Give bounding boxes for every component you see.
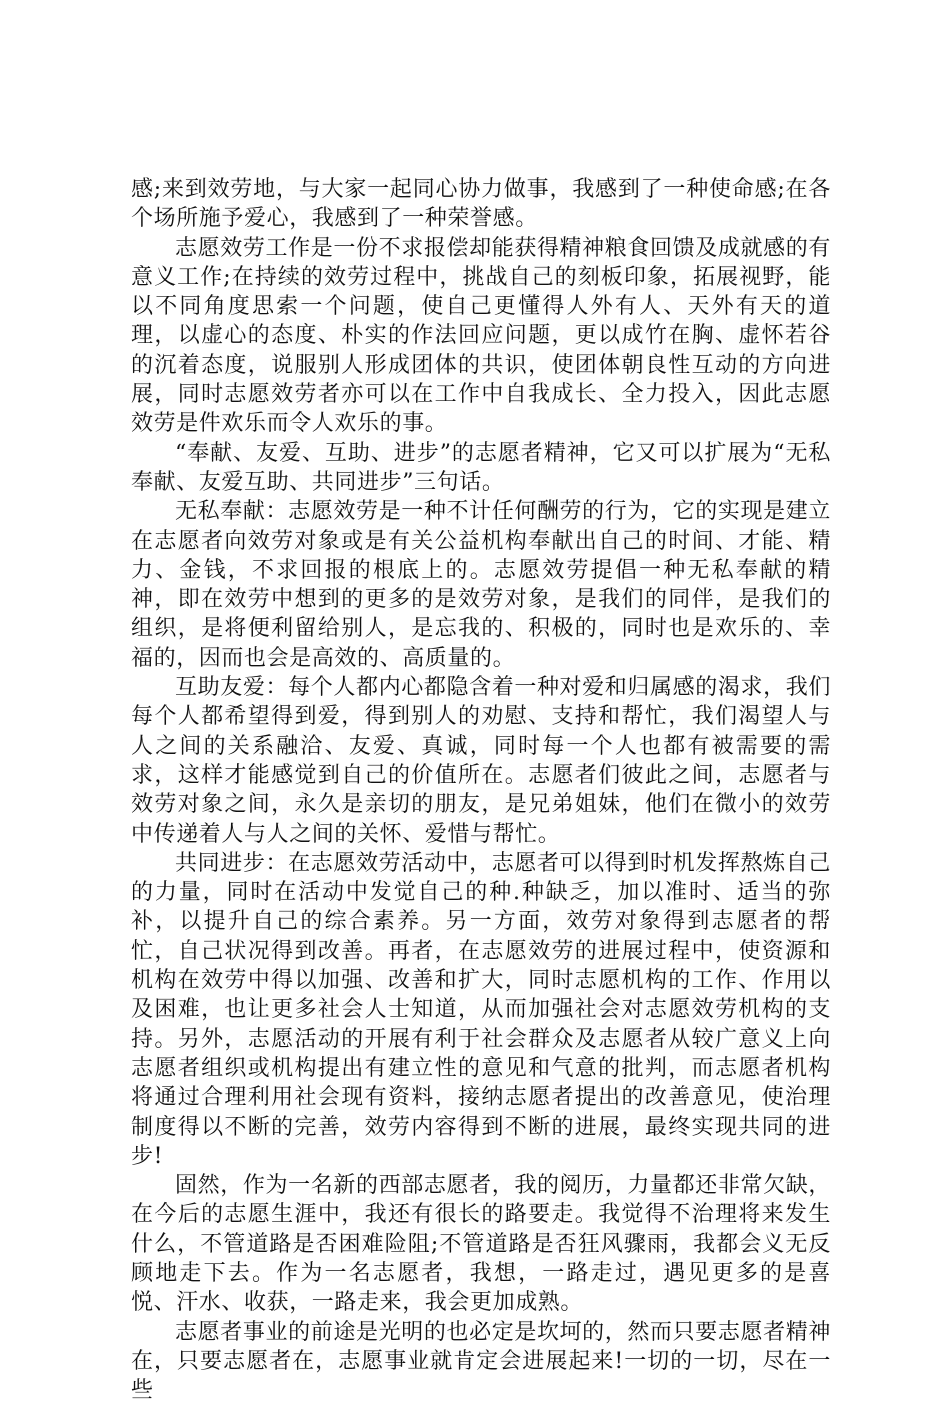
paragraph-1: 感;来到效劳地，与大家一起同心协力做事，我感到了一种使命感;在各个场所施予爱心，我感到了一种荣誉感。 <box>131 177 831 232</box>
paragraph-4: 无私奉献：志愿效劳是一种不计任何酬劳的行为，它的实现是建立在志愿者向效劳对象或是有关公益机构奉献出自己的时间、才能、精力、金钱，不求回报的根底上的。志愿效劳提倡一种无私奉献的精神，即在效劳中想到的更多的是效劳对象，是我们的同伴，是我们的组织，是将便利留给别人，是忘我的、积极的，同时也是欢乐的、幸福的，因而也会是高效的、高质量的。 <box>131 499 831 671</box>
document-body <box>131 175 831 1405</box>
paragraph-5: 互助友爱：每个人都内心都隐含着一种对爱和归属感的渴求，我们每个人都希望得到爱，得到别人的劝慰、支持和帮忙，我们渴望人与人之间的关系融洽、友爱、真诚，同时每一个人也都有被需要的需求，这样才能感觉到自己的价值所在。志愿者们彼此之间，志愿者与效劳对象之间，永久是亲切的朋友，是兄弟姐妹，他们在微小的效劳中传递着人与人之间的关怀、爱惜与帮忙。 <box>131 675 831 847</box>
paragraph-7: 固然，作为一名新的西部志愿者，我的阅历，力量都还非常欠缺，在今后的志愿生涯中，我还有很长的路要走。我觉得不治理将来发生什么，不管道路是否困难险阻;不管道路是否狂风骤雨，我都会义无反顾地走下去。作为一名志愿者，我想，一路走过，遇见更多的是喜悦、汗水、收获，一路走来，我会更加成熟。 <box>131 1173 831 1316</box>
paragraph-3: “奉献、友爱、互助、进步”的志愿者精神，它又可以扩展为“无私奉献、友爱互助、共同进步”三句话。 <box>131 440 831 495</box>
paragraph-6: 共同进步：在志愿效劳活动中，志愿者可以得到时机发挥熬炼自己的力量，同时在活动中发觉自己的种.种缺乏，加以准时、适当的弥补，以提升自己的综合素养。另一方面，效劳对象得到志愿者的帮忙，自己状况得到改善。再者，在志愿效劳的进展过程中，使资源和机构在效劳中得以加强、改善和扩大，同时志愿机构的工作、作用以及困难，也让更多社会人士知道，从而加强社会对志愿效劳机构的支持。另外，志愿活动的开展有利于社会群众及志愿者从较广意义上向志愿者组织或机构提出有建立性的意见和气意的批判，而志愿者机构将通过合理利用社会现有资料，接纳志愿者提出的改善意见，使治理制度得以不断的完善，效劳内容得到不断的进展，最终实现共同的进步! <box>131 850 831 1169</box>
paragraph-2: 志愿效劳工作是一份不求报偿却能获得精神粮食回馈及成就感的有意义工作;在持续的效劳过程中，挑战自己的刻板印象，拓展视野，能以不同角度思索一个问题，使自己更懂得人外有人、天外有天的道理，以虚心的态度、朴实的作法回应问题，更以成竹在胸、虚怀若谷的沉着态度，说服别人形成团体的共识，使团体朝良性互动的方向进展，同时志愿效劳者亦可以在工作中自我成长、全力投入，因此志愿效劳是件欢乐而令人欢乐的事。 <box>131 235 831 437</box>
paragraph-8: 志愿者事业的前途是光明的也必定是坎坷的，然而只要志愿者精神在，只要志愿者在，志愿事业就肯定会进展起来!一切的一切，尽在一些 <box>131 1319 831 1404</box>
